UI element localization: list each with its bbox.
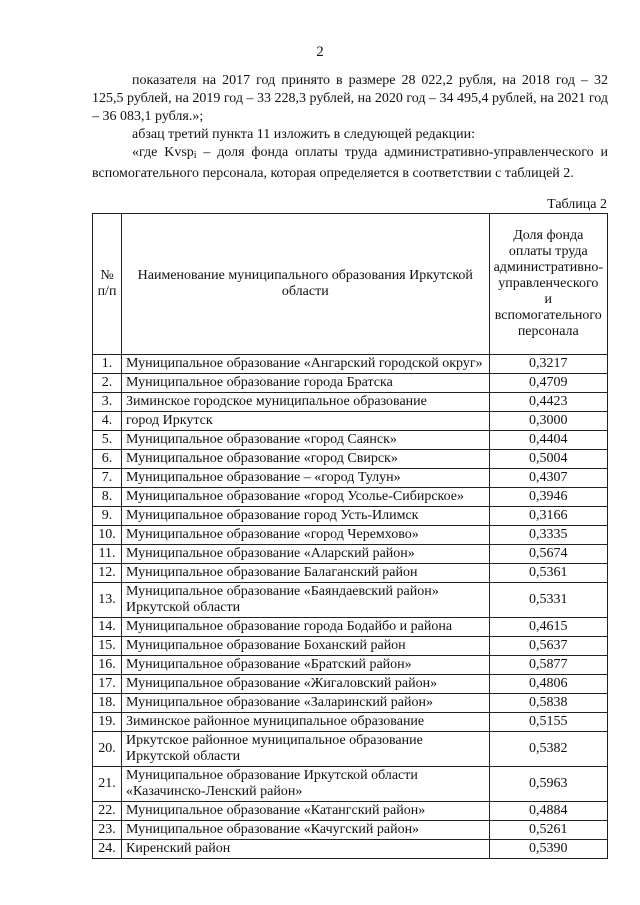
share-value: 0,4615 bbox=[489, 618, 607, 637]
share-value: 0,5382 bbox=[489, 732, 607, 767]
row-number: 15. bbox=[93, 637, 122, 656]
municipality-name: Муниципальное образование «Аларский район» bbox=[122, 545, 490, 564]
row-number: 19. bbox=[93, 713, 122, 732]
share-value: 0,4307 bbox=[489, 469, 607, 488]
row-number: 2. bbox=[93, 374, 122, 393]
share-value: 0,5963 bbox=[489, 767, 607, 802]
header-number: № п/п bbox=[93, 214, 122, 355]
table-row bbox=[93, 694, 608, 713]
row-number: 13. bbox=[93, 583, 122, 618]
share-value: 0,5361 bbox=[489, 564, 607, 583]
row-number: 8. bbox=[93, 488, 122, 507]
paragraph-1: показателя на 2017 год принято в размере 28 022,2 рубля, на 2018 год – 32 125,5 рублей, на 2019 год – 33 228,3 рублей, на 2020 год – 34 495,4 рублей, на 2021 год – 36 083,1 рубля.»; bbox=[92, 73, 608, 124]
body-text bbox=[92, 72, 608, 183]
municipality-name: Муниципальное образование Боханский район bbox=[122, 637, 490, 656]
share-value: 0,3946 bbox=[489, 488, 607, 507]
share-value: 0,5331 bbox=[489, 583, 607, 618]
row-number: 10. bbox=[93, 526, 122, 545]
share-value: 0,3335 bbox=[489, 526, 607, 545]
municipality-name: Зиминское районное муниципальное образование bbox=[122, 713, 490, 732]
row-number: 17. bbox=[93, 675, 122, 694]
share-value: 0,3000 bbox=[489, 412, 607, 431]
share-value: 0,5877 bbox=[489, 656, 607, 675]
table-row bbox=[93, 393, 608, 412]
municipality-name: Иркутское районное муниципальное образование Иркутской области bbox=[122, 732, 490, 767]
row-number: 3. bbox=[93, 393, 122, 412]
share-value: 0,4806 bbox=[489, 675, 607, 694]
share-value: 0,4884 bbox=[489, 802, 607, 821]
table-row bbox=[93, 431, 608, 450]
municipality-name: Зиминское городское муниципальное образование bbox=[122, 393, 490, 412]
table-row bbox=[93, 821, 608, 840]
paragraph-3 bbox=[92, 144, 608, 183]
municipality-name: Муниципальное образование «Катангский район» bbox=[122, 802, 490, 821]
row-number: 22. bbox=[93, 802, 122, 821]
municipality-name: Муниципальное образование города Бодайбо и района bbox=[122, 618, 490, 637]
municipality-name: Киренский район bbox=[122, 840, 490, 859]
table-row bbox=[93, 412, 608, 431]
table-row bbox=[93, 545, 608, 564]
table-row bbox=[93, 583, 608, 618]
row-number: 12. bbox=[93, 564, 122, 583]
share-value: 0,4423 bbox=[489, 393, 607, 412]
paragraph-3-subscript: i bbox=[193, 150, 197, 161]
row-number: 4. bbox=[93, 412, 122, 431]
share-value: 0,5838 bbox=[489, 694, 607, 713]
table-row bbox=[93, 507, 608, 526]
table-row bbox=[93, 564, 608, 583]
municipality-name: Муниципальное образование «Братский район» bbox=[122, 656, 490, 675]
table-body bbox=[93, 355, 608, 859]
row-number: 6. bbox=[93, 450, 122, 469]
row-number: 20. bbox=[93, 732, 122, 767]
table-row bbox=[93, 656, 608, 675]
table-label: Таблица 2 bbox=[547, 197, 607, 212]
municipality-name: Муниципальное образование «Заларинский район» bbox=[122, 694, 490, 713]
table-row bbox=[93, 526, 608, 545]
table-row bbox=[93, 637, 608, 656]
municipality-name: Муниципальное образование «Качугский район» bbox=[122, 821, 490, 840]
municipality-name: Муниципальное образование – «город Тулун» bbox=[122, 469, 490, 488]
table-row bbox=[93, 374, 608, 393]
table-row bbox=[93, 802, 608, 821]
paragraph-3-end: – доля фонда оплаты труда административно-управленческого и вспомогательного персонала, которая определяется в соответствии с таблицей 2. bbox=[92, 145, 608, 181]
share-value: 0,5390 bbox=[489, 840, 607, 859]
municipality-name: Муниципальное образование «Жигаловский район» bbox=[122, 675, 490, 694]
row-number: 16. bbox=[93, 656, 122, 675]
row-number: 1. bbox=[93, 355, 122, 374]
row-number: 23. bbox=[93, 821, 122, 840]
municipality-name: Муниципальное образование «город Усолье-Сибирское» bbox=[122, 488, 490, 507]
municipality-name: Муниципальное образование «Ангарский городской округ» bbox=[122, 355, 490, 374]
municipality-name: Муниципальное образование город Усть-Илимск bbox=[122, 507, 490, 526]
paragraph-3-start: «где Kvsp bbox=[132, 145, 194, 160]
row-number: 24. bbox=[93, 840, 122, 859]
share-value: 0,5155 bbox=[489, 713, 607, 732]
table-row bbox=[93, 355, 608, 374]
row-number: 7. bbox=[93, 469, 122, 488]
row-number: 5. bbox=[93, 431, 122, 450]
municipality-name: Муниципальное образование Балаганский район bbox=[122, 564, 490, 583]
row-number: 9. bbox=[93, 507, 122, 526]
municipality-name: Муниципальное образование «город Свирск» bbox=[122, 450, 490, 469]
row-number: 21. bbox=[93, 767, 122, 802]
row-number: 11. bbox=[93, 545, 122, 564]
table-row bbox=[93, 488, 608, 507]
table-row bbox=[93, 450, 608, 469]
share-value: 0,3217 bbox=[489, 355, 607, 374]
table-row bbox=[93, 469, 608, 488]
table-row bbox=[93, 713, 608, 732]
table-row bbox=[93, 618, 608, 637]
share-value: 0,5261 bbox=[489, 821, 607, 840]
table-header-row bbox=[93, 214, 608, 355]
row-number: 18. bbox=[93, 694, 122, 713]
share-value: 0,5004 bbox=[489, 450, 607, 469]
header-name: Наименование муниципального образования Иркутской области bbox=[122, 214, 490, 355]
municipality-name: Муниципальное образование города Братска bbox=[122, 374, 490, 393]
share-value: 0,5674 bbox=[489, 545, 607, 564]
paragraph-2: абзац третий пункта 11 изложить в следующей редакции: bbox=[132, 127, 476, 142]
header-share: Доля фонда оплаты труда административно-управленческого и вспомогательного персонала bbox=[489, 214, 607, 355]
municipality-name: Муниципальное образование «город Черемхово» bbox=[122, 526, 490, 545]
share-value: 0,4709 bbox=[489, 374, 607, 393]
page-number: 2 bbox=[316, 44, 324, 60]
municipality-name: Муниципальное образование «город Саянск» bbox=[122, 431, 490, 450]
share-value: 0,5637 bbox=[489, 637, 607, 656]
municipality-name: Муниципальное образование Иркутской области «Казачинско-Ленский район» bbox=[122, 767, 490, 802]
table-row bbox=[93, 767, 608, 802]
row-number: 14. bbox=[93, 618, 122, 637]
table-row bbox=[93, 840, 608, 859]
shares-table bbox=[92, 213, 608, 859]
share-value: 0,3166 bbox=[489, 507, 607, 526]
share-value: 0,4404 bbox=[489, 431, 607, 450]
municipality-name: Муниципальное образование «Баяндаевский район» Иркутской области bbox=[122, 583, 490, 618]
table-row bbox=[93, 675, 608, 694]
table-row bbox=[93, 732, 608, 767]
municipality-name: город Иркутск bbox=[122, 412, 490, 431]
